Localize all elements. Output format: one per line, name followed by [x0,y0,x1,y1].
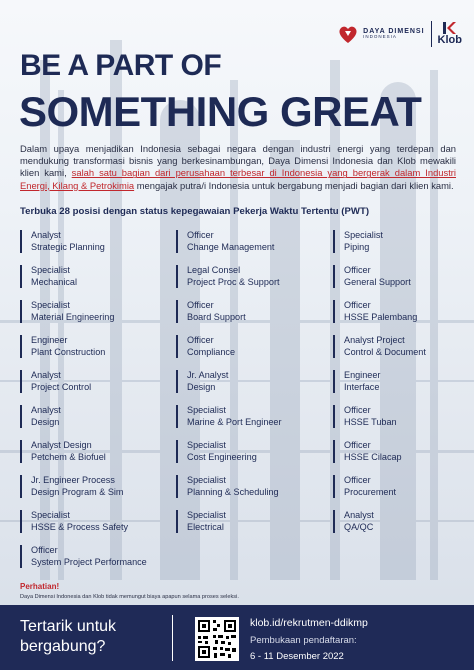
position-title: Specialist [31,265,70,275]
position-area: HSSE Cilacap [344,451,402,462]
position-area: HSSE Palembang [344,311,418,322]
position-item [333,370,474,393]
position-item [333,265,474,288]
position-title: Specialist [31,300,70,310]
position-item [20,475,171,498]
position-area: QA/QC [344,521,374,532]
heart-logo-icon [337,23,359,45]
position-title: Jr. Engineer Process [31,475,115,485]
position-item [176,440,327,463]
position-area: Change Management [187,241,275,252]
position-title: Specialist [31,510,70,520]
position-title: Engineer [344,370,381,380]
position-area: Compliance [187,346,236,357]
position-area: Strategic Planning [31,241,105,252]
position-item [20,230,171,253]
position-item [176,405,327,428]
position-title: Officer [31,545,58,555]
position-area: Marine & Port Engineer [187,416,282,427]
position-item [20,300,171,323]
positions-subtitle: Terbuka 28 posisi dengan status kepegawaian Pekerja Waktu Tertentu (PWT) [20,206,370,217]
position-title: Specialist [187,405,226,415]
intro-part-1: Dalam upaya menjadikan Indonesia sebagai negara dengan industri energi yang terdepan dan mendukung transformasi bisnis yang berkesinambungan, Daya Dimensi Indonesia dan Klob mewakili klien kami, [20,143,456,179]
position-item [176,335,327,358]
note-text: Daya Dimensi Indonesia dan Klob tidak memungut biaya apapun selama proses seleksi. [20,594,239,600]
position-title: Officer [187,230,214,240]
position-title: Analyst [31,405,61,415]
position-item [333,300,474,323]
position-title: Jr. Analyst [187,370,229,380]
intro-highlight: salah satu bagian dari perusahaan terbesar di Indonesia yang bergerak dalam Industri Energi, Kilang & Petrokimia [20,167,456,191]
position-title: Officer [344,405,371,415]
position-title: Specialist [187,510,226,520]
registration-dates: 6 - 11 Desember 2022 [250,651,344,662]
position-item [176,370,327,393]
position-title: Analyst Design [31,440,92,450]
position-title: Specialist [187,475,226,485]
daya-dimensi-sub: INDONESIA [363,34,397,40]
intro-paragraph [20,143,456,192]
position-area: Petchem & Biofuel [31,451,106,462]
footer-divider [172,615,173,661]
position-area: Design [31,416,60,427]
position-area: General Support [344,276,411,287]
position-area: Cost Engineering [187,451,257,462]
registration-link[interactable]: klob.id/rekrutmen-ddikmp [250,617,368,629]
position-title: Officer [187,335,214,345]
position-area: HSSE & Process Safety [31,521,129,532]
position-title: Officer [344,265,371,275]
position-area: HSSE Tuban [344,416,397,427]
footer-bar [0,605,474,670]
position-item [333,475,474,498]
klob-name: Klob [437,34,462,46]
position-title: Officer [344,300,371,310]
position-area: Control & Document [344,346,426,357]
position-item [176,510,327,533]
logo-divider [431,21,432,47]
position-area: Material Engineering [31,311,115,322]
cta-line-2: bergabung? [20,638,106,655]
registration-open-label: Pembukaan pendaftaran: [250,635,357,646]
position-area: System Project Performance [31,556,147,567]
headline-line-2: SOMETHING GREAT [19,88,422,135]
position-item [20,405,171,428]
headline-line-1: BE A PART OF [20,49,222,82]
attention-note [20,582,239,600]
position-item [20,545,171,568]
position-title: Specialist [344,230,383,240]
position-area: Project Control [31,381,92,392]
position-item [20,335,171,358]
note-title: Perhatian! [20,582,60,591]
position-title: Specialist [187,440,226,450]
position-area: Electrical [187,521,224,532]
daya-dimensi-logo [337,23,424,45]
position-item [333,405,474,428]
intro-part-2: mengajak putra/i Indonesia untuk bergabung menjadi bagian dari klien kami. [134,179,454,191]
position-title: Officer [344,440,371,450]
position-area: Planning & Scheduling [187,486,279,497]
cta-line-1: Tertarik untuk [20,618,117,635]
position-title: Legal Consel [187,265,241,275]
position-area: Design [187,381,216,392]
position-area: Interface [344,381,380,392]
position-area: Procurement [344,486,397,497]
position-area: Design Program & Sim [31,486,124,497]
position-title: Engineer [31,335,68,345]
position-item [20,265,171,288]
position-item [176,300,327,323]
qr-code-icon[interactable] [195,617,239,661]
position-item [333,510,474,533]
position-item [20,510,171,533]
position-item [20,440,171,463]
klob-logo [438,22,462,46]
position-area: Board Support [187,311,246,322]
daya-dimensi-name: DAYA DIMENSI [363,28,425,36]
call-to-action [20,617,116,657]
position-item [333,335,474,358]
partner-logos [337,18,462,50]
position-title: Officer [187,300,214,310]
position-title: Analyst [31,230,61,240]
position-item [333,440,474,463]
position-item [20,370,171,393]
position-item [176,265,327,288]
position-title: Officer [344,475,371,485]
position-title: Analyst [31,370,61,380]
position-item [176,230,327,253]
position-item [333,230,474,253]
position-area: Plant Construction [31,346,106,357]
klob-mark-icon [443,22,457,34]
position-title: Analyst [344,510,374,520]
position-title: Analyst Project [344,335,405,345]
position-item [176,475,327,498]
position-area: Mechanical [31,276,77,287]
position-area: Piping [344,241,370,252]
position-area: Project Proc & Support [187,276,280,287]
